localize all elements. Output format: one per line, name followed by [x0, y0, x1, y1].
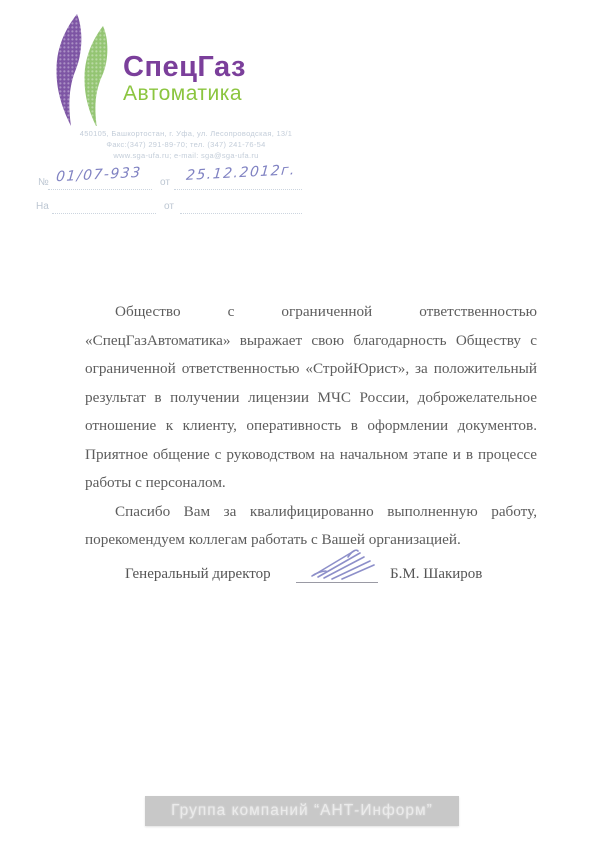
company-name-line1: СпецГаз	[123, 51, 246, 83]
footer-group-bar	[145, 796, 459, 826]
contact-address: 450105, Башкортостан, г. Уфа, ул. Лесопроводская, 13/1	[79, 129, 293, 138]
signer-title: Генеральный директор	[125, 566, 271, 582]
letter-body	[85, 298, 537, 555]
company-name-line2: Автоматика	[123, 82, 243, 105]
logo-flames-icon	[55, 14, 117, 126]
contact-phones: Факс:(347) 291-89-70; тел. (347) 241-76-54	[106, 140, 266, 149]
contact-web: www.sga-ufa.ru; e-mail: sga@sga-ufa.ru	[113, 151, 259, 160]
na-label: На	[36, 201, 49, 212]
ref-ot-label: от	[160, 177, 170, 188]
ref-date-line	[174, 188, 302, 190]
company-logo	[55, 14, 246, 126]
na-date-line	[180, 212, 302, 214]
ref-number-handwritten: 01/07-933	[55, 164, 143, 186]
na-ot-label: от	[164, 201, 174, 212]
company-name	[123, 52, 246, 106]
ref-number-prefix: №	[38, 177, 49, 188]
ref-date-handwritten: 25.12.2012г.	[185, 162, 297, 184]
body-paragraph-2: Спасибо Вам за квалифицированно выполненную работу, порекомендуем коллегам работать с Вашей организацией.	[85, 502, 537, 548]
signature-scribble-icon	[308, 541, 380, 583]
body-paragraph-1: Общество с ограниченной ответственностью «СпецГазАвтоматика» выражает свою благодарность Обществу с ограниченной ответственностью «СтройЮрист», за положительный результат в получении лицензии МЧС России, доброжелательное отношение к клиенту, оперативность в оформлении документов. Приятное общение с руководством на начальном этапе и в процессе работы с персоналом.	[85, 303, 537, 491]
contact-block	[40, 128, 332, 161]
ref-number-line	[48, 188, 152, 190]
na-line	[52, 212, 156, 214]
footer-group-label: Группа компаний “АНТ-Информ”	[171, 802, 433, 819]
signer-name: Б.М. Шакиров	[390, 566, 483, 582]
